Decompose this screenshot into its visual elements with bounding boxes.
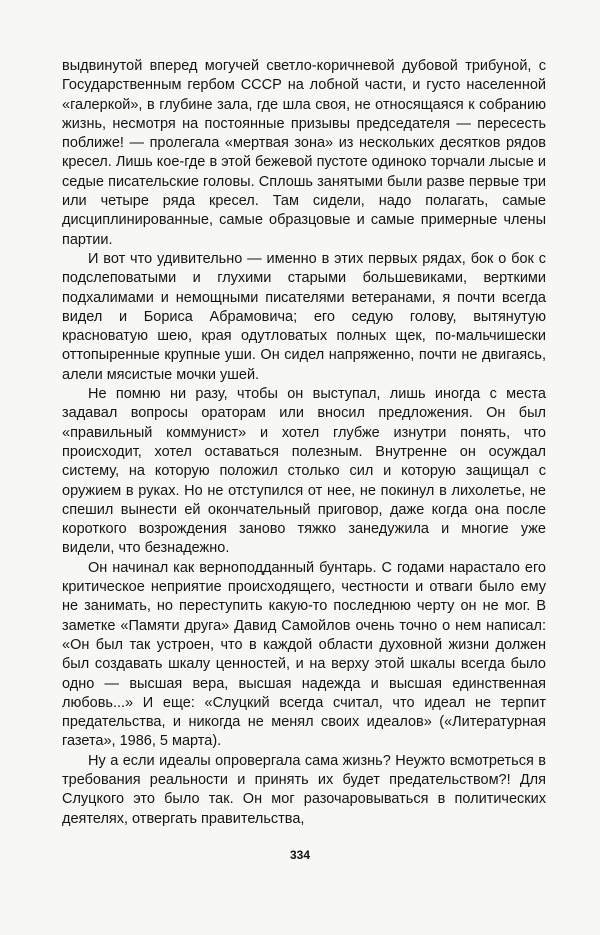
paragraph-4: Он начинал как верноподданный бунтарь. С годами нарастало его критическое неприятие происходящего, честности и отваги было ему не занимать, но переступить какую-то последнюю черту он не мог. В заметке «Памяти друга» Давид Самойлов очень точно о нем написал: «Он был так устроен, что в каждой области духовной жизни должен был создавать шкалу ценностей, и на верху этой шкалы всегда было одно — высшая вера, высшая надежда и высшая единственная любовь...» И еще: «Слуцкий всегда считал, что идеал не терпит предательства, и никогда не менял своих идеалов» («Литературная газета», 1986, 5 марта). (62, 559, 546, 750)
paragraph-5: Ну а если идеалы опровергала сама жизнь? Неужто всмотреться в требования реальности и принять их будет предательством?! Для Слуцкого это было так. Он мог разочаровываться в политических деятелях, отвергать правительства, (62, 752, 546, 827)
paragraph-1: выдвинутой вперед могучей светло-коричневой дубовой трибуной, с Государственным гербом СССР на лобной части, и густо населенной «галеркой», в глубине зала, где шла своя, не относящаяся к собранию жизнь, несмотря на постоянные призывы председателя — пересесть поближе! — пролегала «мертвая зона» из нескольких десятков рядов кресел. Лишь кое-где в этой бежевой пустоте одиноко торчали лысые и седые писательские головы. Сплошь занятыми были разве первые три или четыре ряда кресел. Там сидели, надо полагать, самые дисциплинированные, самые образцовые и самые примерные члены партии. (62, 58, 546, 248)
paragraph-2: И вот что удивительно — именно в этих первых рядах, бок о бок с подслеповатыми и глухими старыми большевиками, верткими подхалимами и немощными писателями ветеранами, я почти всегда видел и Бориса Абрамовича; его седую голову, вытянутую красноватую шею, края одутловатых полных щек, по-мальчишески оттопыренные крупные уши. Он сидел напряженно, почти не двигаясь, алели мясистые мочки ушей. (62, 250, 546, 383)
page-number: 334 (289, 848, 311, 862)
paragraph-3: Не помню ни разу, чтобы он выступал, лишь иногда с места задавал вопросы ораторам или вносил предложения. Он был «правильный коммунист» и хотел глубже изнутри понять, что происходит, хотел оставаться полезным. Внутренне он осуждал систему, на которую положил столько сил и которую защищал с оружием в руках. Но не отступился от нее, не покинул в лихолетье, не спешил вынести ей окончательный приговор, даже когда она после короткого возрождения заново тяжко занедужила и многие уже видели, что безнадежно. (62, 386, 546, 557)
body-text (62, 57, 546, 829)
